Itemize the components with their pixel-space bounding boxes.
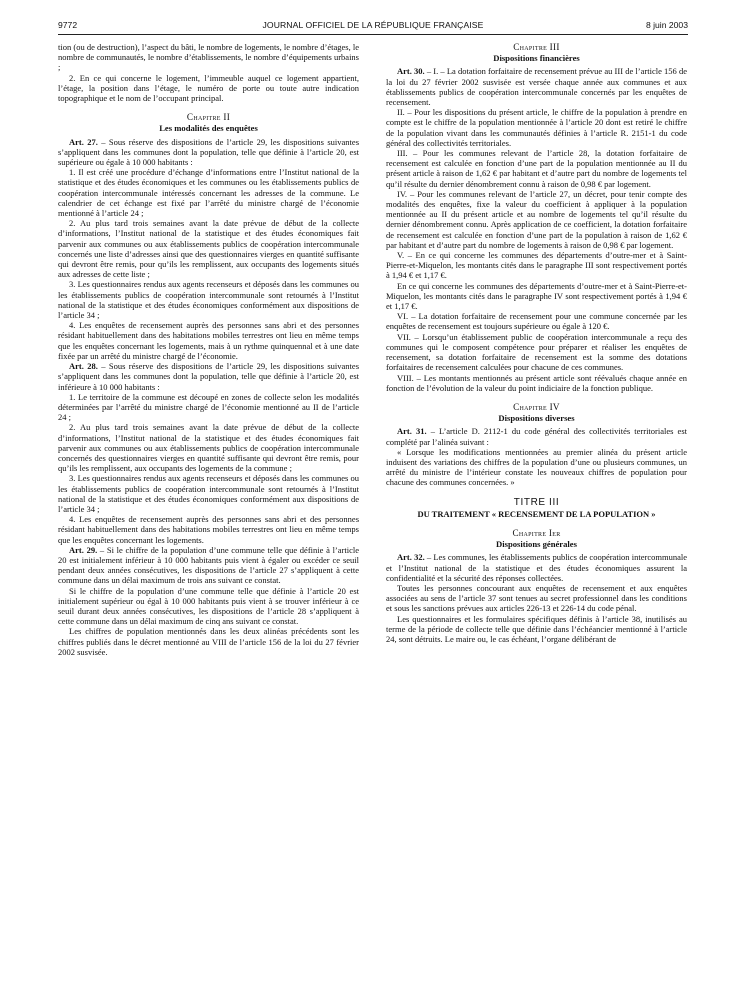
right-column bbox=[386, 42, 687, 984]
chapter-title: Dispositions générales bbox=[496, 539, 577, 550]
chapter-label: Chapitre Ier bbox=[512, 527, 561, 538]
article-text: – Sous réserve des dispositions de l’article 29, les dispositions suivantes s’appliquent dans les communes dont la population, telle que définie à l’article 20, est inférieure à 10 000 habitants : bbox=[58, 361, 359, 392]
article-31 bbox=[386, 426, 687, 446]
paragraph: VII. – Lorsqu’un établissement public de coopération intercommunale a reçu des communes qui le composent compétence pour préparer et réaliser les enquêtes de recensement, sa dotation forfaitaire de recensement est la somme des dotations forfaitaires de recensement calculées pour chacune de ces communes. bbox=[386, 331, 687, 373]
article-29 bbox=[58, 545, 359, 586]
chapter-label: Chapitre IV bbox=[513, 401, 560, 412]
quoted-paragraph: « Lorsque les modifications mentionnées au premier alinéa du présent article induisent des variations des chiffres de la population d’une ou plusieurs communes, un arrêté du ministre de l’intérieur constate les nouveaux chiffres de population pour chacune des communes concernées. » bbox=[386, 446, 687, 488]
paragraph: VI. – La dotation forfaitaire de recensement pour une commune concernée par les enquêtes de recensement est toujours supérieure ou égale à 120 €. bbox=[386, 311, 687, 332]
article-number: Art. 28. bbox=[69, 361, 98, 372]
paragraph: En ce qui concerne les communes des départements d’outre-mer et à Saint-Pierre-et-Miquelon, les montants cités dans le paragraphe IV sont respectivement portés à 1,94 € et 1,17 €. bbox=[386, 280, 687, 312]
paragraph: 4. Les enquêtes de recensement auprès des personnes sans abri et des personnes résidant habituellement dans des habitations mobiles terrestres ont lieu en même temps que les enquêtes concernant les logements. bbox=[58, 514, 359, 545]
article-number: Art. 30. bbox=[397, 66, 425, 77]
chapter-title: Les modalités des enquêtes bbox=[159, 123, 258, 134]
article-text: – Les communes, les établissements publics de coopération intercommunale et l’Institut national de la statistique et des études économiques assurent la confidentialité et la sécurité des réponses collectées. bbox=[386, 552, 687, 583]
paragraph: IV. – Pour les communes relevant de l’article 27, un décret, pour tenir compte des modalités des enquêtes, fixe la valeur du coefficient à appliquer à la population mentionnée au II du présent article et au nombre de logements tel qu’il résulte du dernier dénombrement connu. Après application de ce coefficient, la dotation forfaitaire de recensement est calculée en fonction d’une part de la population à raison de 1,62 € par habitant et d’autre part du nombre de logements à raison de 0,98 € par logement. bbox=[386, 188, 687, 250]
paragraph: tion (ou de destruction), l’aspect du bâti, le nombre de logements, le nombre d’étages, le nombre de communautés, le nombre d’établissements, le nombre d’équipements urbains ; bbox=[58, 42, 359, 73]
paragraph: 1. Le territoire de la commune est découpé en zones de collecte selon les modalités déterminées par l’arrêté du ministre chargé de l’économie mentionné au II de l’article 24 ; bbox=[58, 391, 359, 423]
paragraph: 2. En ce qui concerne le logement, l’immeuble auquel ce logement appartient, l’étage, la position dans l’étage, le numéro de porte ou toute autre indication topographique et le nom de l’occupant principal. bbox=[58, 72, 359, 104]
article-text: – I. – La dotation forfaitaire de recensement prévue au III de l’article 156 de la loi du 27 février 2002 susvisée est versée chaque année aux communes et aux établissements publics de coopération intercommunale concernés par les enquêtes de recensement. bbox=[386, 66, 687, 108]
paragraph: 3. Les questionnaires rendus aux agents recenseurs et déposés dans les communes ou les établissements publics de coopération intercommunale sont retournés à l’Institut national de la statistique et des études économiques conformément aux dispositions de l’article 34 ; bbox=[58, 473, 359, 514]
article-32 bbox=[386, 552, 687, 583]
article-30 bbox=[386, 66, 687, 107]
left-column bbox=[58, 42, 359, 984]
title-label: TITRE III bbox=[513, 496, 560, 508]
article-text: – Si le chiffre de la population d’une commune telle que définie à l’article 20 est initialement inférieur à 10 000 habitants puis vient à égaler ou excéder ce seuil pendant deux années consécutives, les dispositions de l’article 27 s’appliquent à cette commune dans un délai maximum de trois ans suivant ce constat. bbox=[58, 544, 359, 586]
publication-date: 8 juin 2003 bbox=[645, 20, 688, 30]
paragraph: 1. Il est créé une procédure d’échange d’informations entre l’Institut national de la statistique et des études économiques et les communes ou les établissements publics de coopération intercommunale intéressés concernant les adresses de la commune. Le calendrier de cet échange est fixé par l’arrêté du ministre chargé de l’économie mentionné à l’article 24 ; bbox=[58, 167, 359, 219]
paragraph: 2. Au plus tard trois semaines avant la date prévue de début de la collecte d’informations, l’Institut national de la statistique et des études économiques fait parvenir aux communes ou aux établissements publics de coopération intercommunale concernés une liste d’adresses ainsi que des questionnaires vierges en quantité suffisante qui devront être remis, pour qu’ils les remplissent, aux occupants des logements situés aux adresses de cette liste ; bbox=[58, 218, 359, 280]
paragraph: 2. Au plus tard trois semaines avant la date prévue de début de la collecte d’informations, l’Institut national de la statistique et des études économiques fait parvenir aux communes ou aux établissements publics de coopération intercommunale concernés des questionnaires vierges en quantité suffisante qui devront être remis, pour qu’ils les remplissent, aux occupants des logements de la commune ; bbox=[58, 422, 359, 474]
article-text: – L’article D. 2112-1 du code général des collectivités territoriales est complété par l’alinéa suivant : bbox=[386, 426, 687, 447]
article-27 bbox=[58, 137, 359, 168]
paragraph: V. – En ce qui concerne les communes des départements d’outre-mer et à Saint-Pierre-et-Miquelon, les montants cités dans le paragraphe III sont respectivement portés à 1,94 € et 1,17 €. bbox=[386, 250, 687, 281]
article-number: Art. 32. bbox=[397, 552, 425, 563]
chapter-label: Chapitre II bbox=[186, 112, 231, 123]
article-number: Art. 29. bbox=[69, 544, 98, 555]
paragraph: II. – Pour les dispositions du présent article, le chiffre de la population à prendre en compte est le chiffre de la population mentionnée à l’article 20 dont est retiré le chiffre de la population vivant dans les communautés définies à l’article R. 2151-1 du code général des collectivités territoriales. bbox=[386, 107, 687, 148]
journal-title: JOURNAL OFFICIEL DE LA RÉPUBLIQUE FRANÇAISE bbox=[262, 20, 484, 30]
paragraph: Les chiffres de population mentionnés dans les deux alinéas précédents sont les chiffres publiés dans le décret mentionné au VIII de l’article 156 de la loi du 27 février 2002 susvisée. bbox=[58, 626, 359, 657]
paragraph: III. – Pour les communes relevant de l’article 28, la dotation forfaitaire de recensement est calculée en fonction d’une part de la population mentionnée au II du présent article à raison de 1,62 € par habitant et d’autre part du nombre de logements tel qu’il résulte du dernier dénombrement connu à raison de 0,98 € par logement. bbox=[386, 148, 687, 189]
paragraph: VIII. – Les montants mentionnés au présent article sont réévalués chaque année en fonction de l’évolution de la valeur du point indiciaire de la fonction publique. bbox=[386, 372, 687, 393]
article-number: Art. 27. bbox=[69, 136, 98, 147]
article-text: – Sous réserve des dispositions de l’article 29, les dispositions suivantes s’appliquent dans les communes dont la population, telle que définie à l’article 20, est supérieure ou égale à 10 000 habitants : bbox=[58, 136, 359, 168]
paragraph: 4. Les enquêtes de recensement auprès des personnes sans abri et des personnes résidant habituellement dans des habitations mobiles terrestres ont lieu en même temps que les enquêtes concernant les logements, mais à un rythme quinquennal et à une date fixée par un arrêté du ministre chargé de l’économie. bbox=[58, 320, 359, 361]
page-number: 9772 bbox=[58, 20, 78, 30]
page-header bbox=[58, 20, 688, 34]
chapter-label: Chapitre III bbox=[513, 42, 560, 52]
paragraph: 3. Les questionnaires rendus aux agents recenseurs et déposés dans les communes ou les établissements publics de coopération intercommunale sont retournés à l’Institut national de la statistique et des études économiques conformément aux dispositions de l’article 34 ; bbox=[58, 279, 359, 321]
chapter-title: Dispositions financières bbox=[493, 53, 580, 64]
article-number: Art. 31. bbox=[397, 426, 427, 437]
paragraph: Les questionnaires et les formulaires spécifiques définis à l’article 38, inutilisés au terme de la période de collecte telle que définie dans l’échéancier mentionné à l’article 24, sont détruits. Le maire ou, le cas échéant, l’organe délibérant de bbox=[386, 613, 687, 644]
header-rule bbox=[58, 34, 688, 35]
paragraph: Toutes les personnes concourant aux enquêtes de recensement et aux enquêtes associées au sens de l’article 37 sont tenues au secret professionnel dans les conditions et sous les sanctions prévues aux articles 226-13 et 226-14 du code pénal. bbox=[386, 582, 687, 614]
chapter-title: Dispositions diverses bbox=[498, 413, 575, 424]
article-28 bbox=[58, 361, 359, 392]
paragraph: Si le chiffre de la population d’une commune telle que définie à l’article 20 est initialement supérieur ou égal à 10 000 habitants puis vient à se trouver inférieur à ce seuil durant deux années consécutives, les dispositions de l’article 28 s’appliquent à cette commune dans un délai maximum de cinq ans suivant ce constat. bbox=[58, 585, 359, 627]
title-heading: DU TRAITEMENT « RECENSEMENT DE LA POPULATION » bbox=[417, 508, 656, 519]
